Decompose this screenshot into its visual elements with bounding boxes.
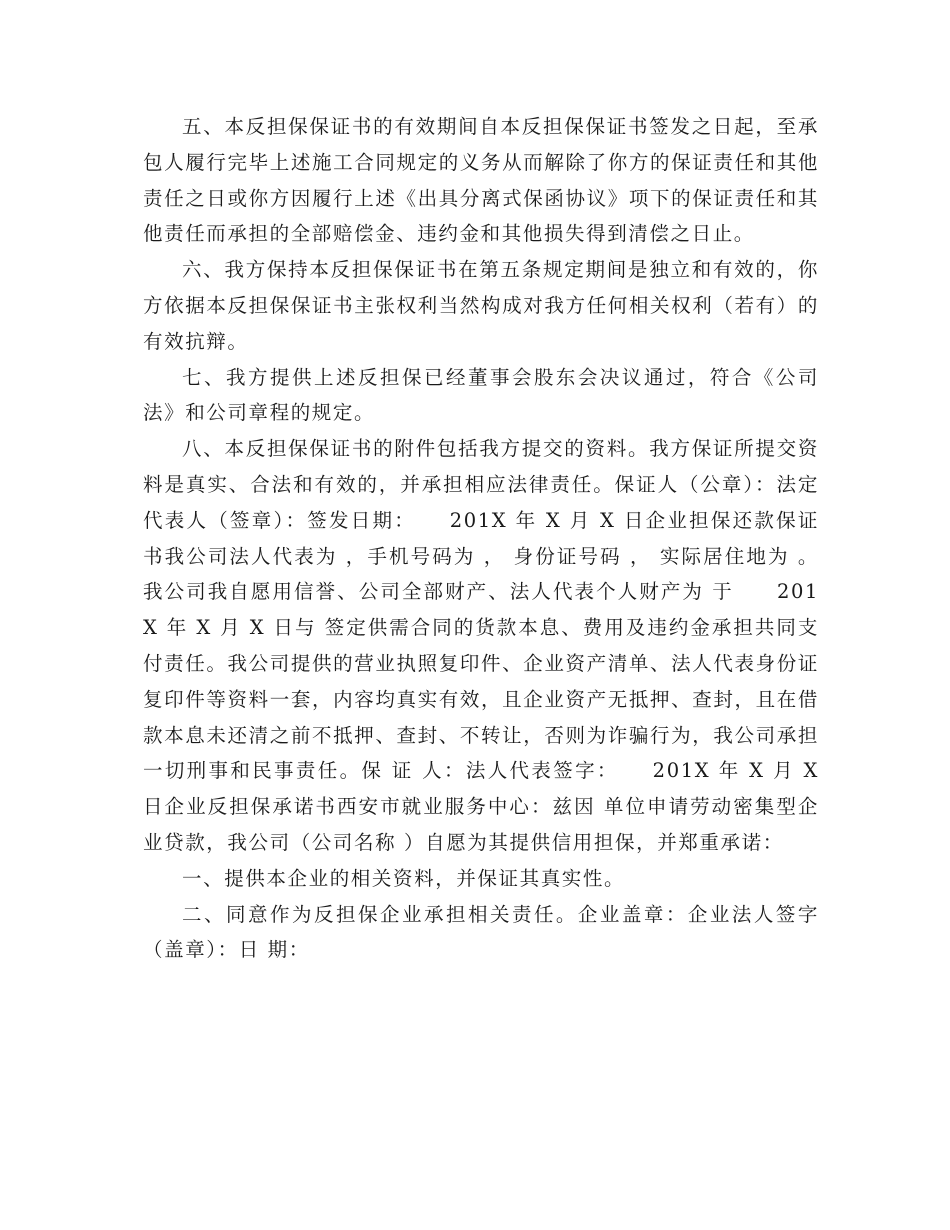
paragraph-clause-6: 六、我方保持本反担保保证书在第五条规定期间是独立和有效的，你方依据本反担保保证书主张权利当然构成对我方任何相关权利（若有）的有效抗辩。 xyxy=(143,258,819,353)
paragraph-commitment-1: 一、提供本企业的相关资料，并保证其真实性。 xyxy=(182,866,626,890)
paragraph-commitment-2: 二、同意作为反担保企业承担相关责任。企业盖章：企业法人签字（盖章）：日 期： xyxy=(143,902,819,962)
paragraph-clause-8: 八、本反担保保证书的附件包括我方提交的资料。我方保证所提交资料是真实、合法和有效的，并承担相应法律责任。保证人（公章）：法定代表人（签章）：签发日期： 201X 年 X 月 X 日企业担保还款保证书我公司法人代表为 ，手机号码为 ， 身份证号码 ， 实际居住地为 。我公司我自愿用信誉、公司全部财产、法人代表个人财产为 于 201X 年 X 月 X 日与 签定供需合同的货款本息、费用及违约金承担共同支付责任。我公司提供的营业执照复印件、企业资产清单、法人代表身份证复印件等资料一套，内容均真实有效，且企业资产无抵押、查封，且在借款本息未还清之前不抵押、查封、不转让，否则为诈骗行为，我公司承担一切刑事和民事责任。保 证 人：法人代表签字： 201X 年 X 月 X 日企业反担保承诺书西安市就业服务中心：兹因 单位申请劳动密集型企业贷款，我公司（公司名称 ）自愿为其提供信用担保，并郑重承诺： xyxy=(143,437,819,854)
paragraph-clause-7: 七、我方提供上述反担保已经董事会股东会决议通过，符合《公司法》和公司章程的规定。 xyxy=(143,365,819,425)
document-body xyxy=(143,109,819,968)
paragraph-clause-5: 五、本反担保保证书的有效期间自本反担保保证书签发之日起，至承包人履行完毕上述施工合同规定的义务从而解除了你方的保证责任和其他责任之日或你方因履行上述《出具分离式保函协议》项下的保证责任和其他责任而承担的全部赔偿金、违约金和其他损失得到清偿之日止。 xyxy=(143,115,819,246)
